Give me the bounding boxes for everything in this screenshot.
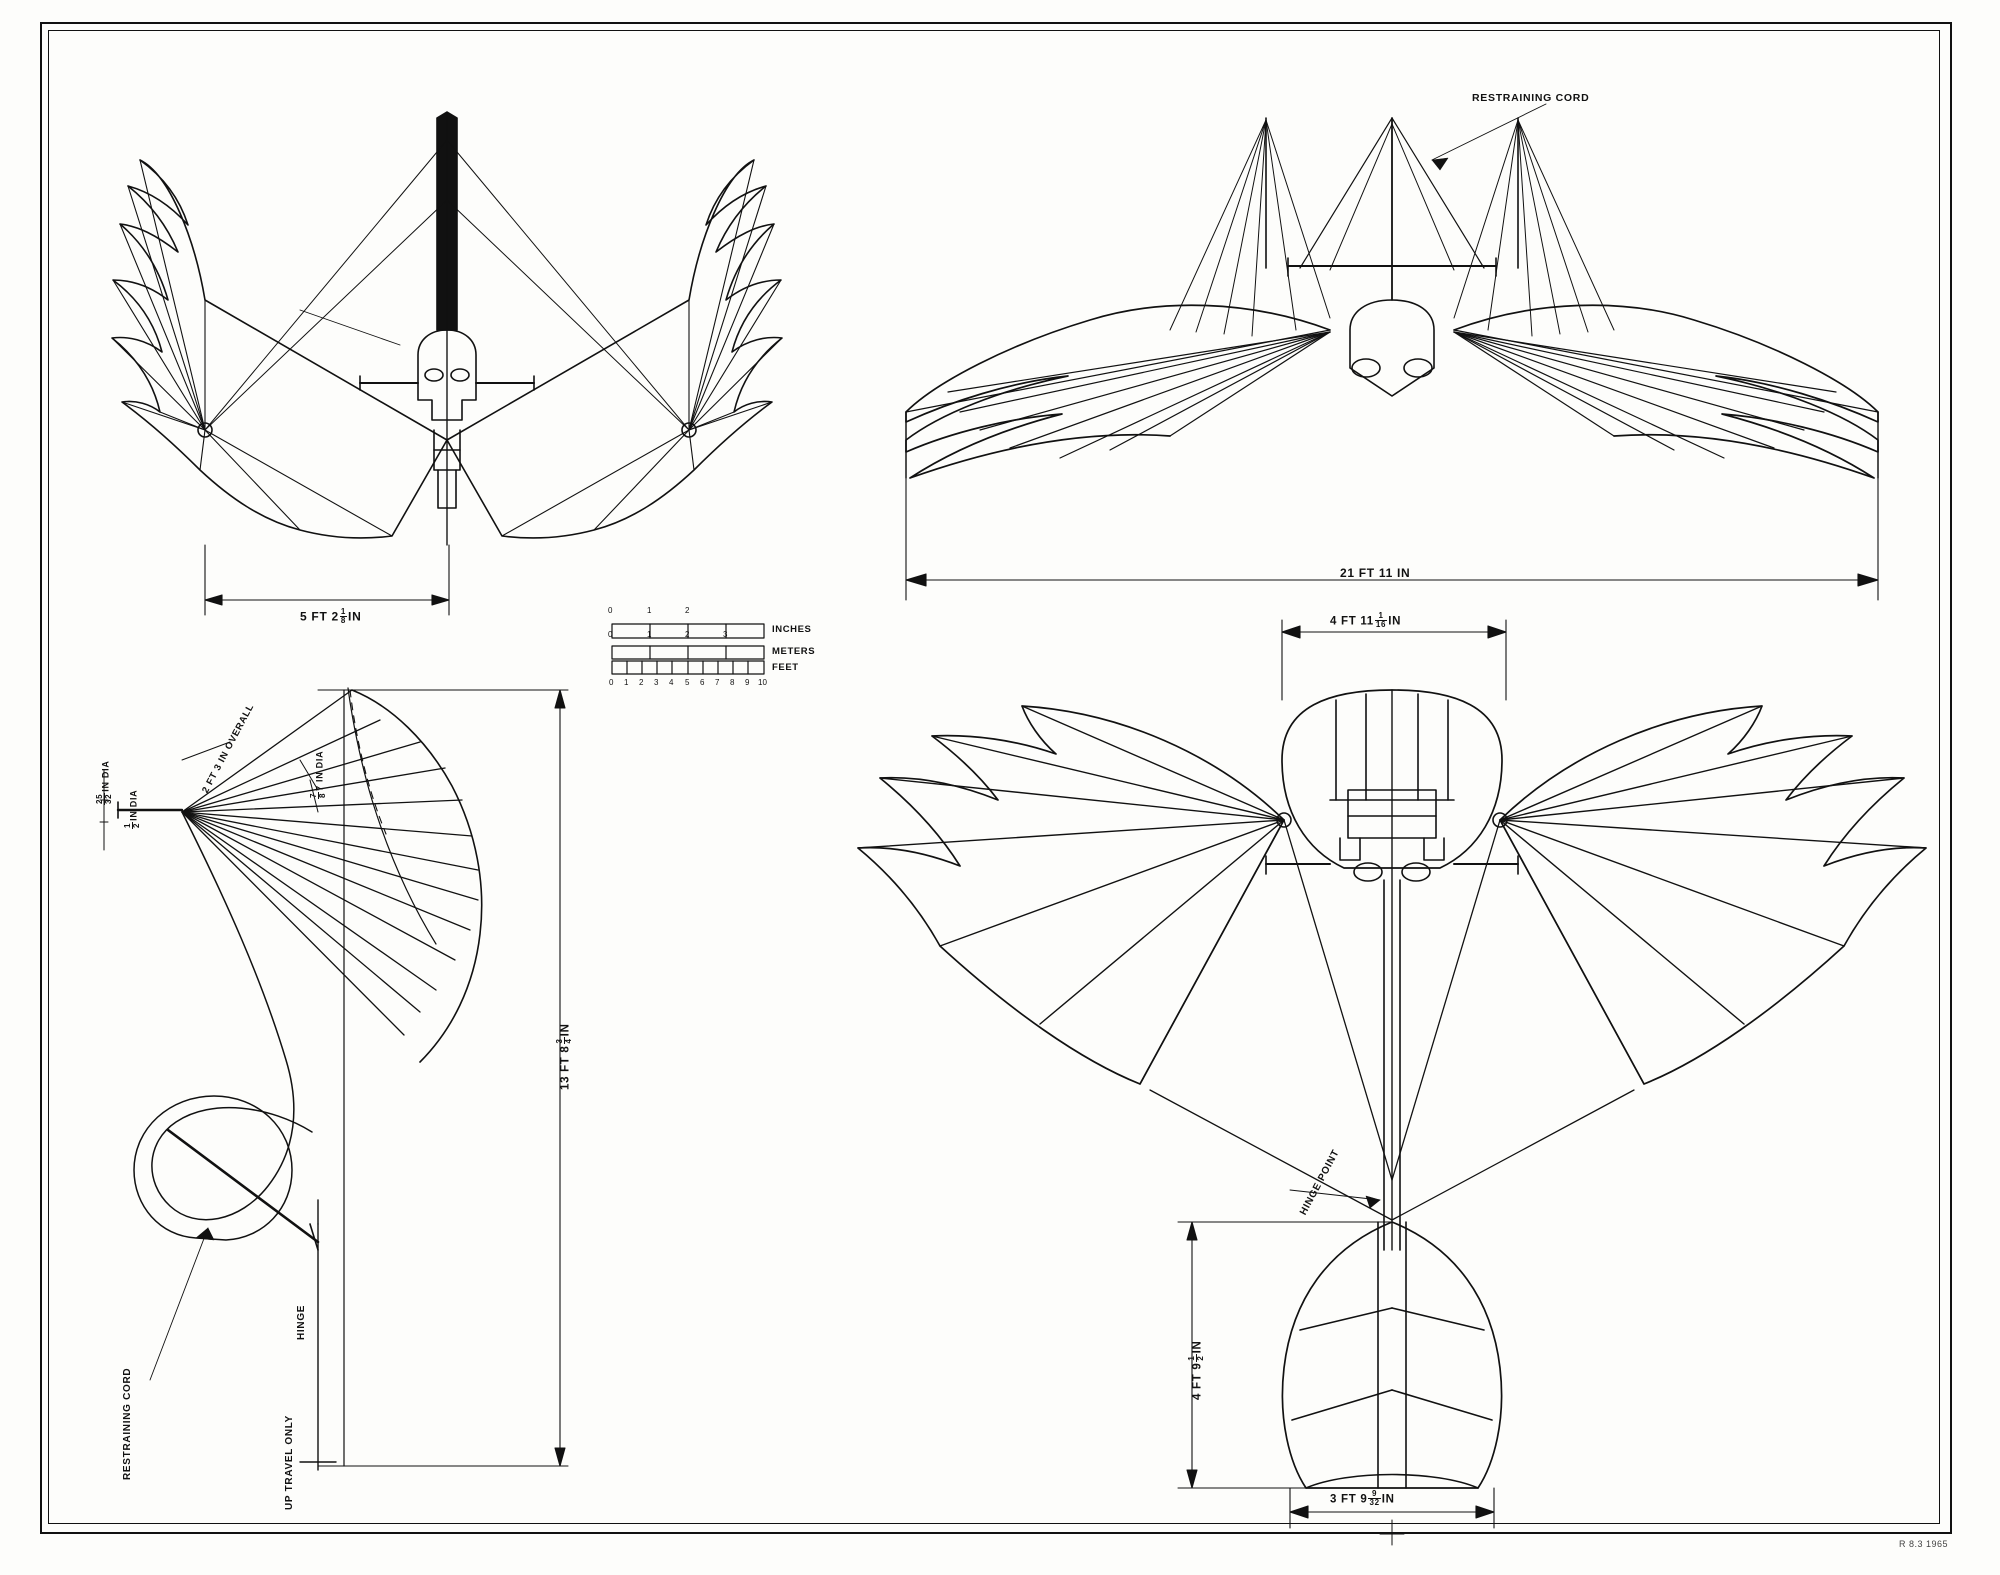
label-hinge: HINGE xyxy=(296,1304,307,1340)
dim-tail-width-num: 9 xyxy=(1368,1490,1380,1499)
scale-feet-tick-0: 0 xyxy=(609,678,614,687)
scale-unit-inches: INCHES xyxy=(772,624,812,635)
dim-label-tail-length xyxy=(1188,1341,1205,1401)
dim-plan-width-whole: 4 FT 11 xyxy=(1330,615,1374,628)
scale-inch-tick-2: 2 xyxy=(685,606,690,615)
scale-bar xyxy=(608,600,842,710)
dim-side-height-whole: 13 FT 8 xyxy=(559,1045,572,1090)
dia-25-32-text: IN DIA xyxy=(100,760,111,792)
scale-feet-tick-7: 7 xyxy=(715,678,720,687)
dim-label-side-height xyxy=(556,1023,573,1090)
dia-1-2-text: IN DIA xyxy=(128,789,139,821)
scale-meter-tick-1: 1 xyxy=(647,630,652,639)
dim-tail-width-den: 32 xyxy=(1369,1498,1380,1508)
sheet-credit: R 8.3 1965 xyxy=(1898,1539,1948,1549)
dia-7-8-text: 7 IN DIA xyxy=(314,750,325,791)
dim-top-span-den: 8 xyxy=(340,616,347,626)
dim-plan-width-unit: IN xyxy=(1388,615,1402,628)
dim-tail-length-den: 2 xyxy=(1196,1355,1206,1361)
dim-side-height-num: 3 xyxy=(555,1038,564,1044)
scale-feet-tick-3: 3 xyxy=(654,678,659,687)
dim-side-height-den: 4 xyxy=(564,1038,574,1044)
dim-top-span-whole: 5 FT 2 xyxy=(300,609,339,624)
label-up-travel-only: UP TRAVEL ONLY xyxy=(284,1414,295,1510)
scale-meter-tick-0: 0 xyxy=(608,630,613,639)
scale-inch-tick-0: 0 xyxy=(608,606,613,615)
scale-feet-tick-4: 4 xyxy=(669,678,674,687)
dim-tail-width-unit: IN xyxy=(1381,1493,1395,1506)
scale-meter-tick-2: 2 xyxy=(685,630,690,639)
scale-unit-feet: FEET xyxy=(772,662,799,673)
label-dia-7-8 xyxy=(310,751,327,800)
dim-tail-length-unit: IN xyxy=(1191,1340,1204,1354)
scale-unit-meters: METERS xyxy=(772,646,816,657)
dim-label-plan-width xyxy=(1330,612,1401,629)
scale-feet-tick-1: 1 xyxy=(624,678,629,687)
dim-label-top-span xyxy=(300,608,361,625)
dim-plan-width-den: 16 xyxy=(1375,620,1387,630)
scale-feet-tick-10: 10 xyxy=(758,678,767,687)
dia-7-8-den: 8 xyxy=(318,792,328,798)
dim-side-height-unit: IN xyxy=(559,1023,572,1037)
sheet-border-inner xyxy=(48,30,1940,1524)
dim-label-front-span: 21 FT 11 IN xyxy=(1340,566,1411,580)
dim-top-span-num: 1 xyxy=(340,607,347,616)
label-overall-length: 2 FT 3 IN OVERALL xyxy=(200,702,257,796)
scale-inch-tick-1: 1 xyxy=(647,606,652,615)
dim-plan-width-num: 1 xyxy=(1375,612,1387,621)
dia-25-32-num: 25 xyxy=(95,793,104,804)
label-dia-1-2 xyxy=(124,790,141,830)
dim-tail-length-whole: 4 FT 9 xyxy=(1191,1362,1204,1400)
dim-tail-width-whole: 3 FT 9 xyxy=(1330,1493,1368,1506)
label-restraining-cord-side: RESTRAINING CORD xyxy=(122,1367,133,1480)
scale-feet-tick-6: 6 xyxy=(700,678,705,687)
dia-25-32-den: 32 xyxy=(104,793,114,804)
dim-top-span-unit: IN xyxy=(348,609,362,624)
scale-meter-tick-3: 3 xyxy=(723,630,728,639)
label-hinge-point: HINGE POINT xyxy=(1298,1147,1342,1218)
dim-tail-length-num: 1 xyxy=(1187,1355,1196,1361)
scale-feet-tick-9: 9 xyxy=(745,678,750,687)
label-restraining-cord-front: RESTRAINING CORD xyxy=(1472,92,1590,104)
scale-feet-tick-2: 2 xyxy=(639,678,644,687)
dia-1-2-den: 2 xyxy=(132,822,142,828)
scale-feet-tick-8: 8 xyxy=(730,678,735,687)
dia-1-2-num: 1 xyxy=(123,822,132,828)
scale-feet-tick-5: 5 xyxy=(685,678,690,687)
dia-7-8-num: 7 xyxy=(309,792,318,798)
dim-label-tail-width xyxy=(1330,1490,1395,1507)
label-dia-25-32 xyxy=(96,760,113,806)
